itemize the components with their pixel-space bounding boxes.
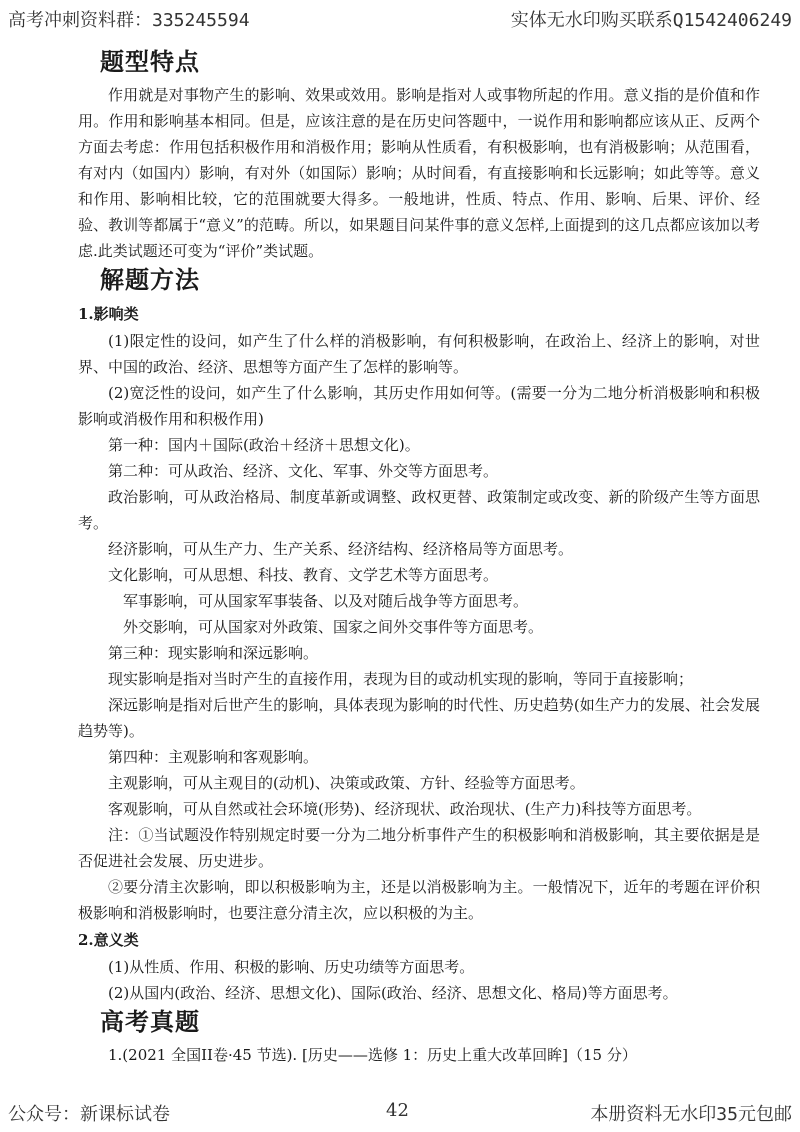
- method-line-6: 军事影响，可从国家军事装备、以及对随后战争等方面思考。: [123, 592, 529, 610]
- page-number: 42: [386, 1100, 409, 1121]
- footer-right-text: 本册资料无水印35元包邮: [590, 1104, 792, 1125]
- exam-question-1: 1.(2021 全国II卷·45 节选). [历史——选修 1：历史上重大改革回眸]（15 分）: [108, 1046, 637, 1064]
- features-paragraph: 作用就是对事物产生的影响、效果或效用。影响是指对人或事物所起的作用。意义指的是价值和作用。作用和影响基本相同。但是，应该注意的是在历史问答题中，一说作用和影响都应该从正、反两个方面去考虑：作用包括积极作用和消极作用；影响从性质看，有积极影响，也有消极影响；从范围看，有对内（如国内）影响，有对外（如国际）影响；从时间看，有直接影响和长远影响；如此等等。意义和作用、影响相比较，它的范围就要大得多。一般地讲，性质、特点、作用、影响、后果、评价、经验、教训等都属于“意义”的范畴。所以，如果题目问某件事的意义怎样,上面提到的这几点都应该加以考虑.此类试题还可变为“评价”类试题。: [78, 86, 760, 260]
- section-title-methods: 解题方法: [100, 266, 200, 294]
- method-note-2: ②要分清主次影响，即以积极影响为主，还是以消极影响为主。一般情况下，近年的考题在评价积极影响和消极影响时，也要注意分清主次，应以积极的为主。: [78, 878, 760, 922]
- method-line-13: 客观影响，可从自然或社会环境(形势)、经济现状、政治现状、(生产力)科技等方面思考。: [108, 800, 702, 818]
- method-note-1: 注：①当试题没作特别规定时要一分为二地分析事件产生的积极影响和消极影响，其主要依据是是否促进社会发展、历史进步。: [78, 826, 760, 870]
- method-line-2: 第二种：可从政治、经济、文化、军事、外交等方面思考。: [108, 462, 499, 480]
- method-line-11: 第四种：主观影响和客观影响。: [108, 748, 319, 766]
- method-paragraph-2: (2)宽泛性的设问，如产生了什么影响，其历史作用如何等。(需要一分为二地分析消极影响和积极影响或消极作用和积极作用): [78, 384, 760, 428]
- section-title-exam: 高考真题: [100, 1008, 200, 1036]
- section-title-features: 题型特点: [100, 48, 200, 76]
- method-line-9: 现实影响是指对当时产生的直接作用，表现为目的或动机实现的影响，等同于直接影响；: [108, 670, 694, 688]
- header-left-text: 高考冲刺资料群：335245594: [8, 10, 250, 31]
- subheading-influence: 1.影响类: [78, 305, 139, 323]
- page-header: [0, 0, 800, 36]
- method-line-1: 第一种：国内＋国际(政治＋经济＋思想文化)。: [108, 436, 420, 454]
- page-footer: [0, 1092, 800, 1132]
- method-line-12: 主观影响，可从主观目的(动机)、决策或政策、方针、经验等方面思考。: [108, 774, 585, 792]
- document-body: [78, 46, 760, 1068]
- footer-left-text: 公众号：新课标试卷: [8, 1104, 170, 1125]
- method-line-7: 外交影响，可从国家对外政策、国家之间外交事件等方面思考。: [123, 618, 544, 636]
- significance-line-2: (2)从国内(政治、经济、思想文化)、国际(政治、经济、思想文化、格局)等方面思考。: [108, 984, 678, 1002]
- significance-line-1: (1)从性质、作用、积极的影响、历史功绩等方面思考。: [108, 958, 475, 976]
- header-right-text: 实体无水印购买联系Q1542406249: [510, 10, 792, 31]
- method-line-10: 深远影响是指对后世产生的影响，具体表现为影响的时代性、历史趋势(如生产力的发展、社会发展趋势等)。: [78, 696, 760, 740]
- method-paragraph-1: (1)限定性的设问，如产生了什么样的消极影响，有何积极影响，在政治上、经济上的影响，对世界、中国的政治、经济、思想等方面产生了怎样的影响等。: [78, 332, 760, 376]
- subheading-significance: 2.意义类: [78, 931, 139, 949]
- method-line-5: 文化影响，可从思想、科技、教育、文学艺术等方面思考。: [108, 566, 499, 584]
- method-line-3: 政治影响，可从政治格局、制度革新或调整、政权更替、政策制定或改变、新的阶级产生等方面思考。: [78, 488, 760, 532]
- method-line-4: 经济影响，可从生产力、生产关系、经济结构、经济格局等方面思考。: [108, 540, 574, 558]
- method-line-8: 第三种：现实影响和深远影响。: [108, 644, 319, 662]
